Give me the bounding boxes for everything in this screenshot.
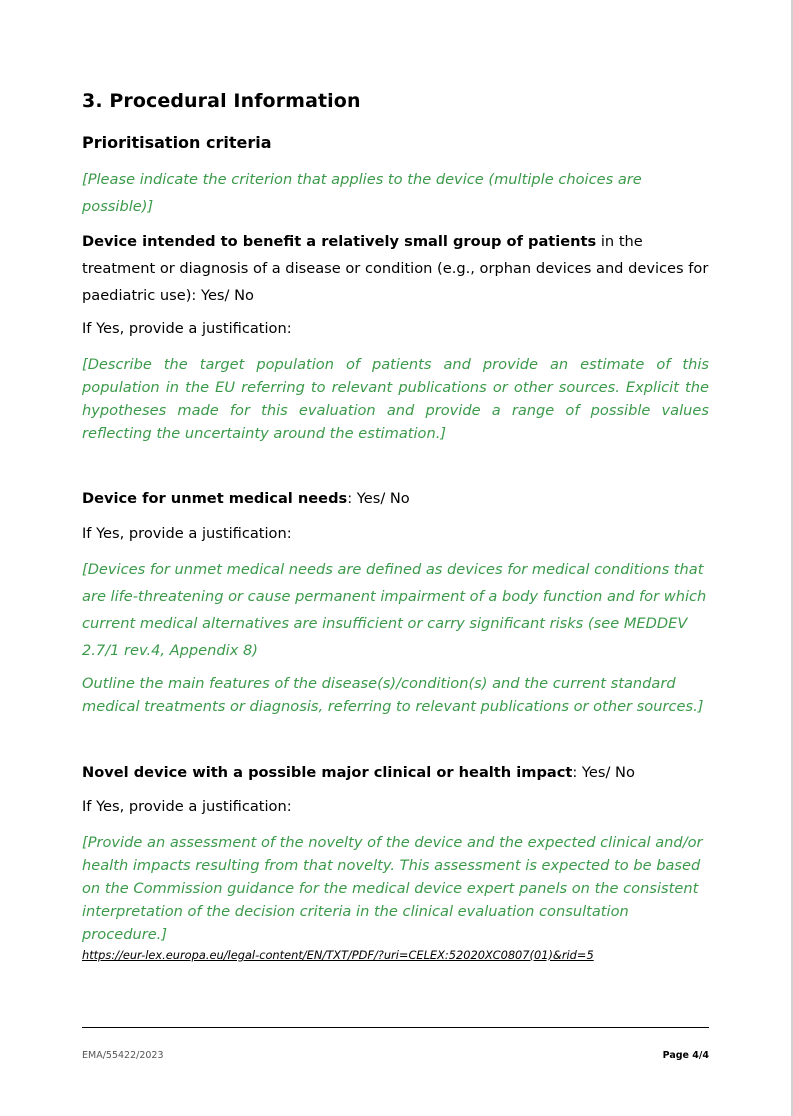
criterion-heading: Device for unmet medical needs xyxy=(82,490,348,507)
criterion-unmet-needs xyxy=(82,490,709,507)
guidance-text: [Describe the target population of patients and provide an estimate of this population in the EU referring to relevant publications or other sources. Explicit the hypotheses made for this evaluation and provide a range of possible values reflecting the uncertainty around the estimation.] xyxy=(82,356,709,442)
document-reference: EMA/55422/2023 xyxy=(82,1050,164,1061)
criterion-heading: Device intended to benefit a relatively small group of patients xyxy=(82,233,597,250)
instruction-text: [Please indicate the criterion that applies to the device (multiple choices are possible)] xyxy=(82,171,642,215)
page-number: Page 4/4 xyxy=(662,1050,709,1061)
criterion-text: in the treatment or diagnosis of a disease or condition (e.g., orphan devices and devices for paediatric use): Yes/ No xyxy=(82,233,709,304)
footer-divider xyxy=(82,1027,709,1028)
justification-label: If Yes, provide a justification: xyxy=(82,320,292,337)
criterion-text: : Yes/ No xyxy=(572,764,635,781)
justification-label: If Yes, provide a justification: xyxy=(82,525,292,542)
criterion-novel-device xyxy=(82,764,709,781)
guidance-text: [Provide an assessment of the novelty of the device and the expected clinical and/or health impacts resulting from that novelty. This assessment is expected to be based on the Commission guidance for the medical device expert panels on the consistent interpretation of the decision criteria in the clinical evaluation consultation procedure.] xyxy=(82,834,703,943)
guidance-text: Outline the main features of the disease(s)/condition(s) and the current standard medical treatments or diagnosis, referring to relevant publications or other sources.] xyxy=(82,675,704,715)
justification-label: If Yes, provide a justification: xyxy=(82,798,292,815)
subsection-title: Prioritisation criteria xyxy=(82,133,272,152)
guidance-text: [Devices for unmet medical needs are defined as devices for medical conditions that are life-threatening or cause permanent impairment of a body function and for which current medical alternatives are insufficient or carry significant risks (see MEDDEV 2.7/1 rev.4, Appendix 8) xyxy=(82,561,707,659)
eur-lex-link[interactable]: https://eur-lex.europa.eu/legal-content/EN/TXT/PDF/?uri=CELEX:52020XC0807(01)&rid=5 xyxy=(82,948,594,962)
criterion-heading: Novel device with a possible major clinical or health impact xyxy=(82,764,573,781)
criterion-text: : Yes/ No xyxy=(347,490,410,507)
criterion-small-population xyxy=(82,228,709,309)
section-title: 3. Procedural Information xyxy=(82,90,361,112)
